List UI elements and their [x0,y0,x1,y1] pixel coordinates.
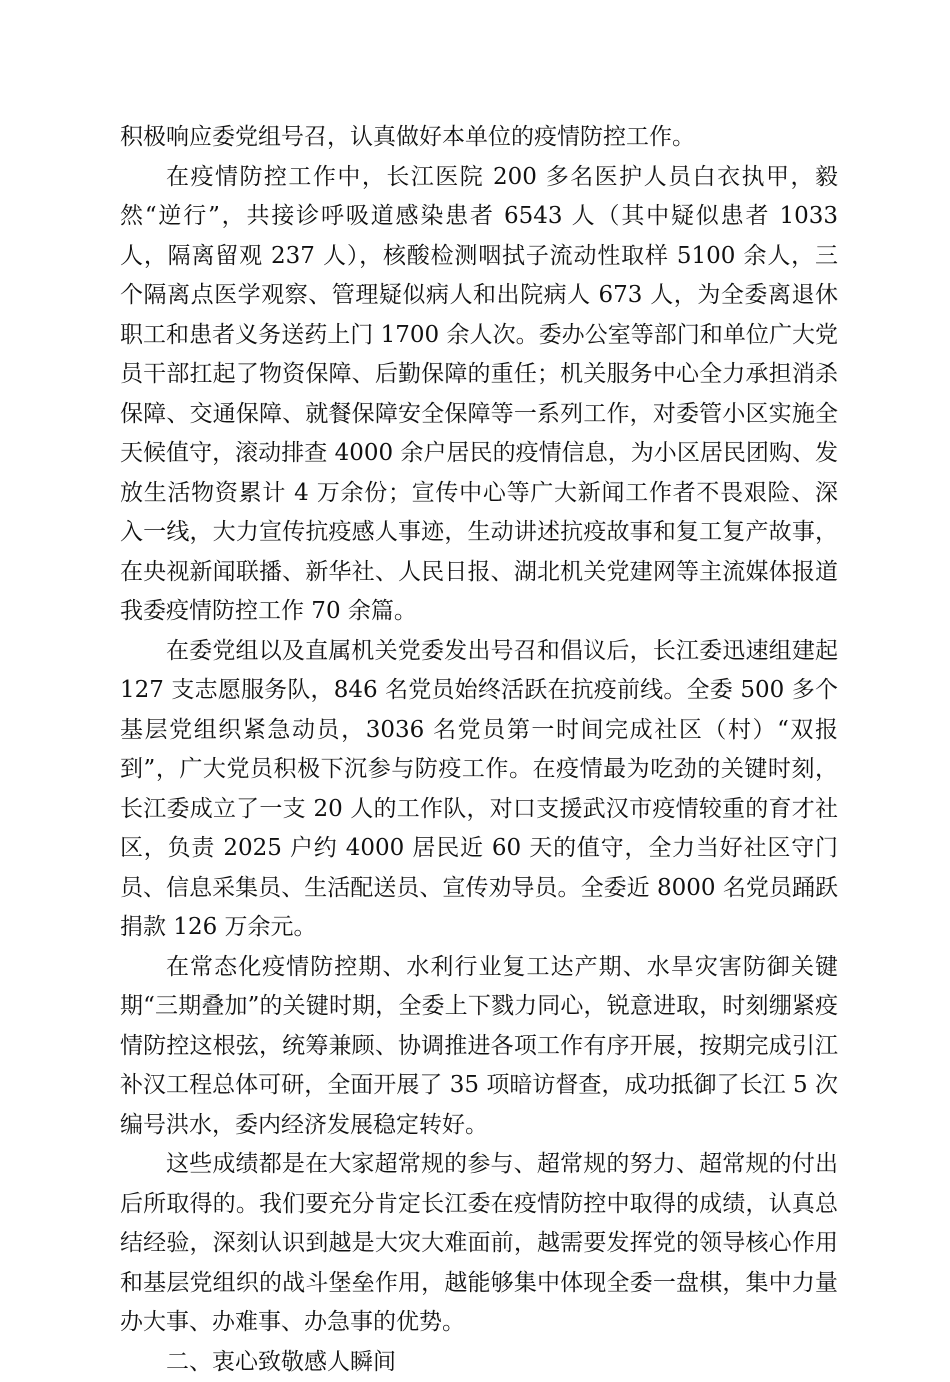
section-heading-two: 二、衷心致敬感人瞬间 [120,1343,838,1382]
document-page [120,118,838,1382]
paragraph-volunteer-teams: 在委党组以及直属机关党委发出号召和倡议后，长江委迅速组建起 127 支志愿服务队，846 名党员始终活跃在抗疫前线。全委 500 多个基层党组织紧急动员，3036 名党员第一时间完成社区（村）“双报到”，广大党员积极下沉参与防疫工作。在疫情最为吃劲的关键时刻，长江委成立了一支 20 人的工作队，对口支援武汉市疫情较重的育才社区，负责 2025 户约 4000 居民近 60 天的值守，全力当好社区守门员、信息采集员、生活配送员、宣传劝导员。全委近 8000 名党员踊跃捐款 126 万余元。 [120,632,838,948]
paragraph-three-periods: 在常态化疫情防控期、水利行业复工达产期、水旱灾害防御关键期“三期叠加”的关键时期，全委上下戮力同心，锐意进取，时刻绷紧疫情防控这根弦，统筹兼顾、协调推进各项工作有序开展，按期完成引江补汉工程总体可研，全面开展了 35 项暗访督查，成功抵御了长江 5 次编号洪水，委内经济发展稳定转好。 [120,948,838,1146]
paragraph-medical-support: 在疫情防控工作中，长江医院 200 多名医护人员白衣执甲，毅然“逆行”，共接诊呼吸道感染患者 6543 人（其中疑似患者 1033 人，隔离留观 237 人），核酸检测咽拭子流动性取样 5100 余人，三个隔离点医学观察、管理疑似病人和出院病人 673 人，为全委离退休职工和患者义务送药上门 1700 余人次。委办公室等部门和单位广大党员干部扛起了物资保障、后勤保障的重任；机关服务中心全力承担消杀保障、交通保障、就餐保障安全保障等一系列工作，对委管小区实施全天候值守，滚动排查 4000 余户居民的疫情信息，为小区居民团购、发放生活物资累计 4 万余份；宣传中心等广大新闻工作者不畏艰险、深入一线，大力宣传抗疫感人事迹，生动讲述抗疫故事和复工复产故事，在央视新闻联播、新华社、人民日报、湖北机关党建网等主流媒体报道我委疫情防控工作 70 余篇。 [120,158,838,632]
paragraph-intro-continuation: 积极响应委党组号召，认真做好本单位的疫情防控工作。 [120,118,838,158]
paragraph-achievements-summary: 这些成绩都是在大家超常规的参与、超常规的努力、超常规的付出后所取得的。我们要充分肯定长江委在疫情防控中取得的成绩，认真总结经验，深刻认识到越是大灾大难面前，越需要发挥党的领导核心作用和基层党组织的战斗堡垒作用，越能够集中体现全委一盘棋，集中力量办大事、办难事、办急事的优势。 [120,1145,838,1343]
